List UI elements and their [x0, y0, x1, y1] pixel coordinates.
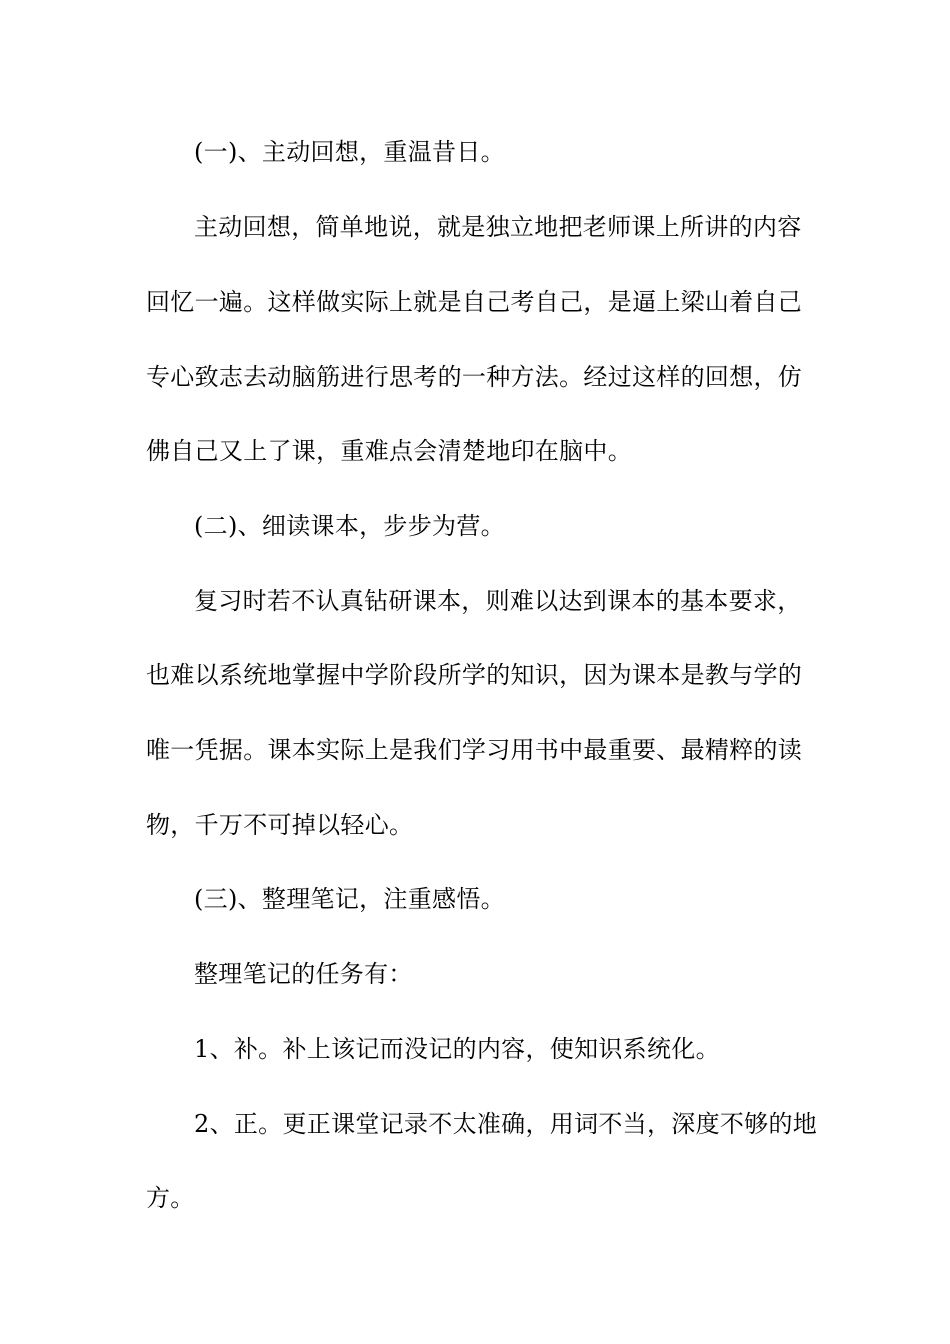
paragraph-line: 主动回想，简单地说，就是独立地把老师课上所讲的内容 [194, 213, 802, 241]
paragraph-line: 专心致志去动脑筋进行思考的一种方法。经过这样的回想，仿 [146, 363, 803, 391]
paragraph-line: 佛自己又上了课，重难点会清楚地印在脑中。 [146, 437, 632, 465]
paragraph-line: 物，千万不可掉以轻心。 [146, 811, 414, 839]
paragraph-line: 复习时若不认真钻研课本，则难以达到课本的基本要求， [194, 587, 802, 615]
section-heading-3: (三)、整理笔记，注重感悟。 [194, 885, 505, 913]
list-item-1: 1、补。补上该记而没记的内容，使知识系统化。 [194, 1035, 720, 1063]
paragraph-line: 方。 [146, 1184, 195, 1212]
paragraph-line: 也难以系统地掌握中学阶段所学的知识，因为课本是教与学的 [146, 661, 803, 689]
list-item-2: 2、正。更正课堂记录不太准确，用词不当，深度不够的地 [194, 1110, 818, 1138]
section-heading-2: (二)、细读课本，步步为营。 [194, 512, 505, 540]
paragraph-line: 唯一凭据。课本实际上是我们学习用书中最重要、最精粹的读 [146, 736, 803, 764]
paragraph-line: 回忆一遍。这样做实际上就是自己考自己，是逼上梁山着自己 [146, 288, 803, 316]
paragraph-line: 整理笔记的任务有： [194, 960, 413, 988]
section-heading-1: (一)、主动回想，重温昔日。 [194, 138, 505, 166]
